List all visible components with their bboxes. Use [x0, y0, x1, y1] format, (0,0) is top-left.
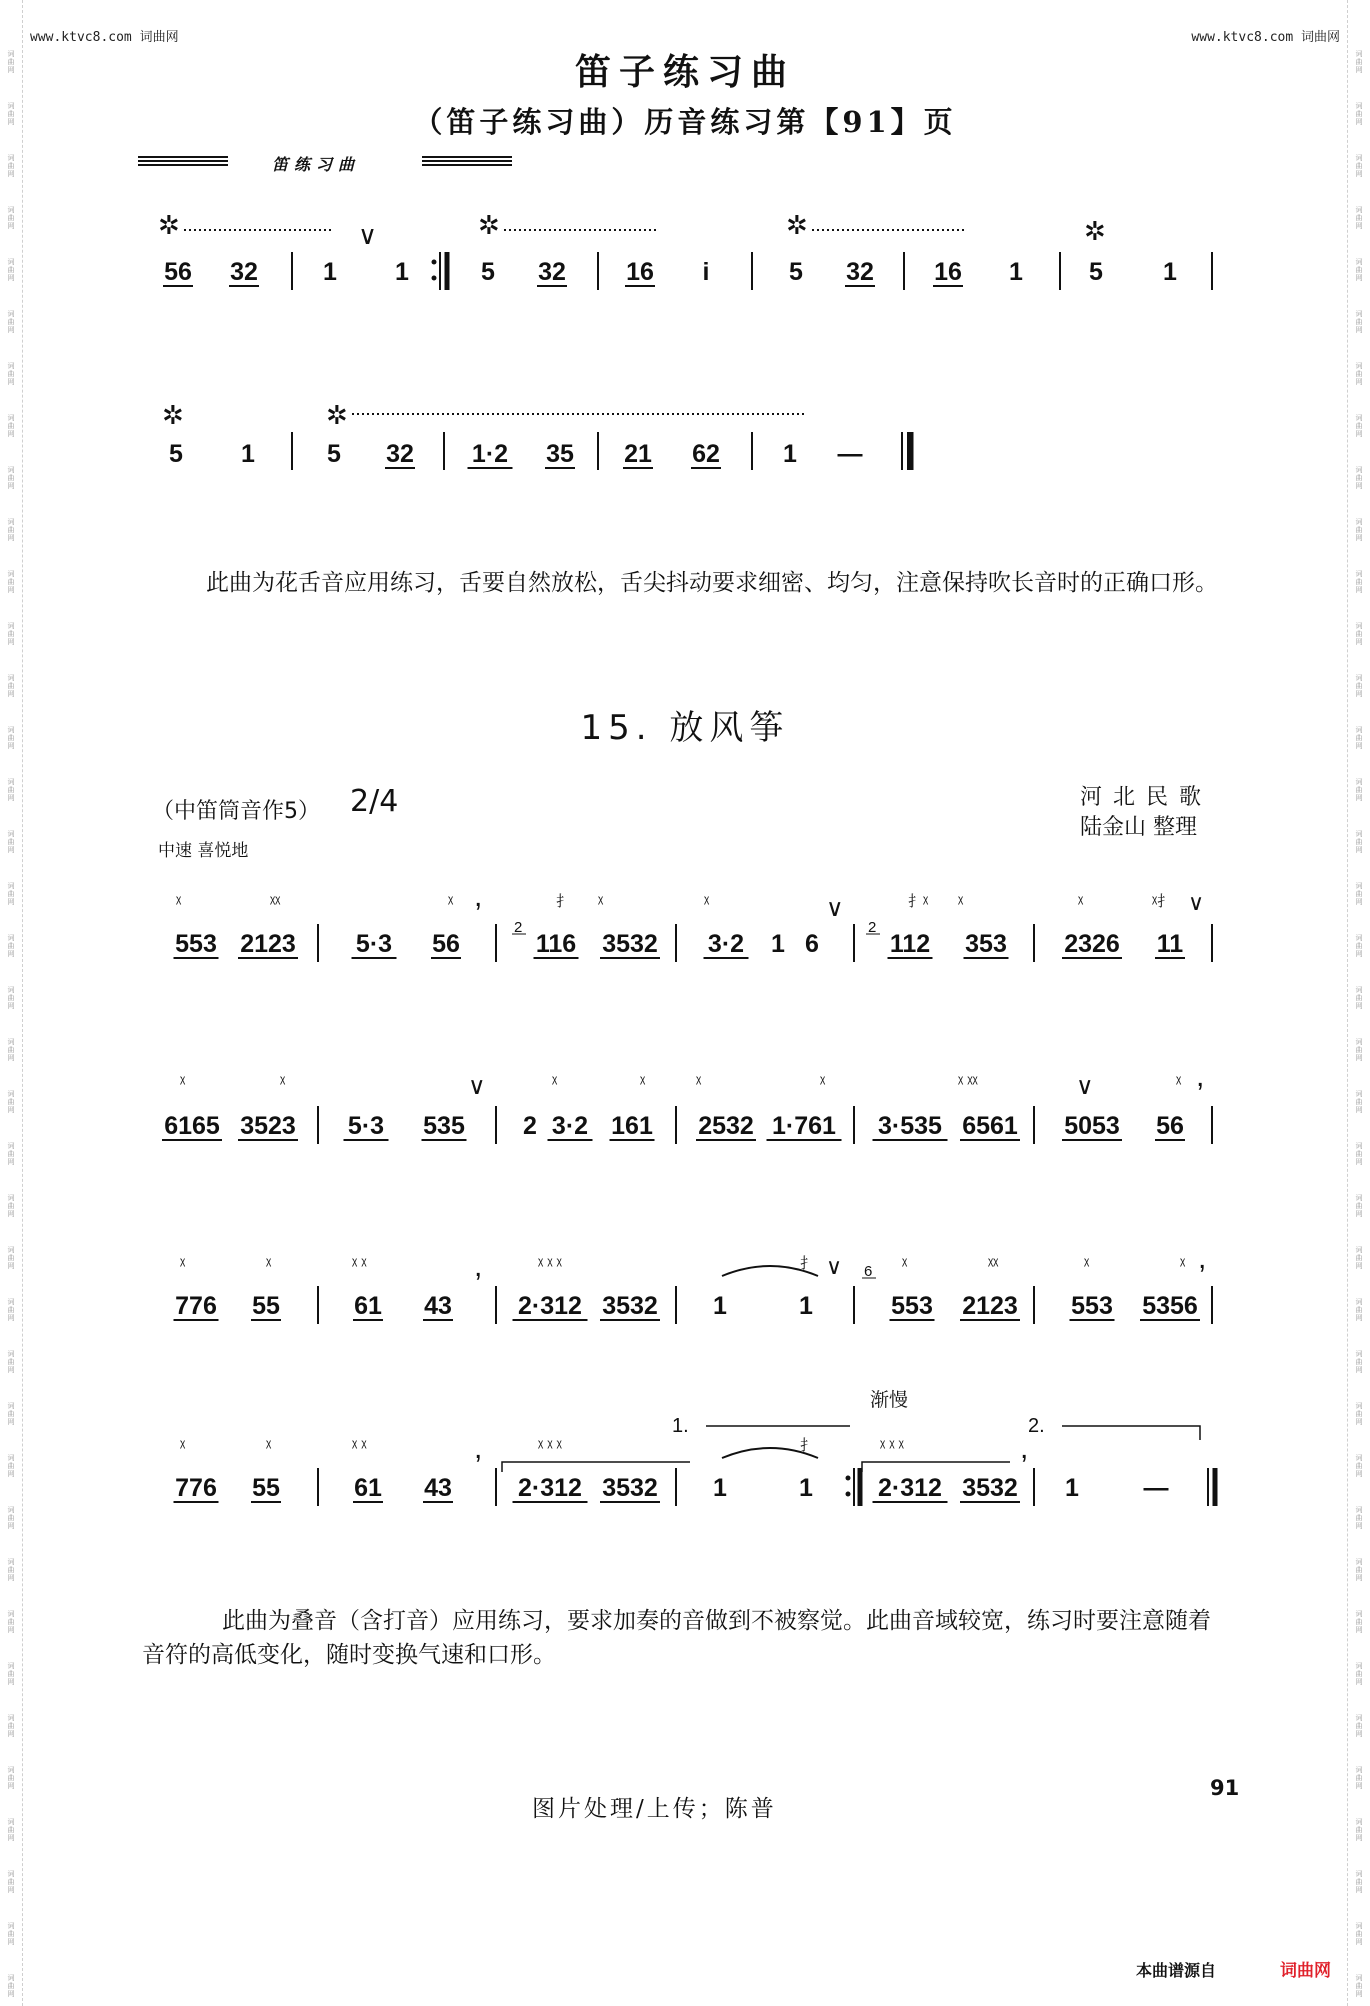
- side-watermark-mark: 词 曲 网: [7, 518, 15, 542]
- notation-note: 16: [626, 258, 654, 286]
- svg-text:∨: ∨: [826, 1254, 843, 1279]
- notation-note: 3·2: [551, 1112, 589, 1140]
- notation-note: 2·312: [518, 1474, 582, 1502]
- side-watermark-mark: 词 曲 网: [7, 1246, 15, 1270]
- side-watermark-mark: 词 曲 网: [7, 674, 15, 698]
- side-watermark-mark: 词 曲 网: [7, 778, 15, 802]
- notation-note: 61: [354, 1474, 382, 1502]
- notation-note: 112: [889, 930, 931, 958]
- banner-rule-left: [138, 155, 228, 169]
- notation-note: 535: [423, 1112, 465, 1140]
- svg-text:扌: 扌: [800, 1437, 816, 1454]
- side-watermark-mark: 词 曲 网: [1355, 154, 1363, 178]
- side-watermark-mark: 词 曲 网: [7, 934, 15, 958]
- side-watermark-mark: 词 曲 网: [7, 206, 15, 230]
- notation-note: 1: [799, 1474, 813, 1502]
- svg-text:,: ,: [1198, 1242, 1207, 1275]
- side-watermark-mark: 词 曲 网: [1355, 570, 1363, 594]
- song-row2: [162, 1112, 1185, 1140]
- svg-text:ᵡ: ᵡ: [1176, 1073, 1182, 1090]
- trill-markers-row2: [162, 400, 804, 430]
- svg-text:ᵡ ᵡ ᵡ: ᵡ ᵡ ᵡ: [538, 1437, 562, 1454]
- side-watermark-mark: 词 曲 网: [1355, 310, 1363, 334]
- notation-note: 1: [713, 1474, 727, 1502]
- notation-note: 32: [230, 258, 258, 286]
- side-watermark-mark: 词 曲 网: [1355, 50, 1363, 74]
- svg-text:ᵡ ᵡ: ᵡ ᵡ: [352, 1255, 367, 1272]
- notation-note: 1: [323, 258, 337, 286]
- svg-text:∨: ∨: [826, 895, 844, 922]
- svg-text:✲: ✲: [478, 210, 500, 240]
- notation-note: 1·2: [471, 440, 509, 468]
- side-watermark-mark: 词 曲 网: [7, 882, 15, 906]
- notation-note: 5: [1089, 258, 1103, 286]
- notation-note: —: [1143, 1474, 1169, 1502]
- side-watermark-mark: 词 曲 网: [7, 154, 15, 178]
- svg-text:ᵡ: ᵡ: [266, 1255, 272, 1272]
- notation-note: 1·761: [772, 1112, 836, 1140]
- notation-note: —: [837, 440, 863, 468]
- song-tempo: 中速 喜悦地: [158, 841, 249, 861]
- notation-note: 1: [771, 930, 785, 958]
- svg-text:ᵡ ᵡᵡ: ᵡ ᵡᵡ: [958, 1073, 978, 1090]
- svg-text:,: ,: [474, 1250, 483, 1283]
- svg-text:扌ᵡ: 扌ᵡ: [908, 893, 929, 910]
- notation-note: 55: [252, 1292, 280, 1320]
- side-watermark-mark: 词 曲 网: [7, 1506, 15, 1530]
- exercise1-row2-barlines: [292, 432, 911, 470]
- side-watermark-mark: 词 曲 网: [7, 50, 15, 74]
- side-watermark-mark: 词 曲 网: [1355, 206, 1363, 230]
- notation-note: 5·3: [347, 1112, 385, 1140]
- footer-source-label: 本曲谱源自: [1136, 1961, 1217, 1980]
- notation-note: 1: [241, 440, 255, 468]
- notation-note: 553: [1071, 1292, 1113, 1320]
- side-watermark-mark: 词 曲 网: [7, 362, 15, 386]
- svg-text:ᵡᵡ: ᵡᵡ: [270, 893, 281, 910]
- side-watermark-mark: 词 曲 网: [7, 1090, 15, 1114]
- side-watermark-mark: 词 曲 网: [1355, 1870, 1363, 1894]
- svg-text:2: 2: [868, 919, 877, 936]
- notation-note: 2123: [240, 930, 296, 958]
- svg-text:ᵡ: ᵡ: [598, 893, 604, 910]
- song-row4-barlines: [318, 1468, 1215, 1506]
- svg-text:ᵡ: ᵡ: [180, 1255, 186, 1272]
- side-watermark-mark: 词 曲 网: [1355, 1558, 1363, 1582]
- side-watermark-mark: 词 曲 网: [1355, 1714, 1363, 1738]
- notation-note: 6165: [164, 1112, 220, 1140]
- notation-note: 776: [175, 1292, 217, 1320]
- svg-text:ᵡ: ᵡ: [266, 1437, 272, 1454]
- svg-text:,: ,: [474, 1432, 483, 1465]
- page-number: 91: [1210, 1776, 1240, 1800]
- banner-rule-right: [422, 155, 512, 169]
- page-subtitle: （笛子练习曲）历音练习第【91】页: [413, 105, 957, 139]
- notation-note: 21: [624, 440, 652, 468]
- svg-text:ᵡ: ᵡ: [820, 1073, 826, 1090]
- notation-note: 3·535: [878, 1112, 942, 1140]
- side-watermark-mark: 词 曲 网: [1355, 1298, 1363, 1322]
- svg-text:ᵡ: ᵡ: [704, 893, 710, 910]
- side-watermark-mark: 词 曲 网: [1355, 102, 1363, 126]
- exercise1-row2: [169, 440, 862, 468]
- footer-credit: 图片处理/上传；陈普: [532, 1796, 777, 1822]
- side-watermark-mark: 词 曲 网: [1355, 1038, 1363, 1062]
- notation-note: 2326: [1064, 930, 1120, 958]
- song-row4-marks: [180, 1389, 1200, 1472]
- song-row3: [174, 1292, 1201, 1320]
- notation-note: 5: [169, 440, 183, 468]
- notation-note: 3523: [240, 1112, 296, 1140]
- svg-text:ᵡ: ᵡ: [1084, 1255, 1090, 1272]
- side-watermark-mark: 词 曲 网: [7, 414, 15, 438]
- side-watermark-mark: 词 曲 网: [7, 1350, 15, 1374]
- notation-note: 5·3: [355, 930, 393, 958]
- notation-note: 6: [805, 930, 819, 958]
- volta2-label: 2.: [1028, 1415, 1045, 1437]
- notation-note: 16: [934, 258, 962, 286]
- song-row1-marks: [176, 880, 1204, 936]
- notation-note: 2123: [962, 1292, 1018, 1320]
- side-watermark-mark: 词 曲 网: [1355, 1402, 1363, 1426]
- notation-note: 32: [538, 258, 566, 286]
- svg-text:∨: ∨: [468, 1073, 486, 1100]
- side-watermark-mark: 词 曲 网: [1355, 1818, 1363, 1842]
- svg-text:ᵡ: ᵡ: [1180, 1255, 1186, 1272]
- notation-note: 1: [1163, 258, 1177, 286]
- footer-source-site[interactable]: 词曲网: [1280, 1961, 1331, 1981]
- svg-text:扌: 扌: [800, 1255, 816, 1272]
- side-watermark-mark: 词 曲 网: [1355, 830, 1363, 854]
- svg-text:∨: ∨: [358, 220, 378, 250]
- song-arranger: 陆金山 整理: [1080, 815, 1197, 840]
- side-watermark-mark: 词 曲 网: [7, 726, 15, 750]
- side-watermark-mark: 词 曲 网: [1355, 934, 1363, 958]
- notation-note: 56: [1156, 1112, 1184, 1140]
- side-watermark-mark: 词 曲 网: [1355, 1194, 1363, 1218]
- side-watermark-mark: 词 曲 网: [7, 102, 15, 126]
- side-watermark-mark: 词 曲 网: [1355, 1662, 1363, 1686]
- svg-text:ᵡ: ᵡ: [696, 1073, 702, 1090]
- side-watermark-mark: 词 曲 网: [7, 986, 15, 1010]
- notation-note: 3532: [602, 1474, 658, 1502]
- song-key: （中笛筒音作5）: [152, 799, 320, 824]
- notation-note: 5356: [1142, 1292, 1198, 1320]
- side-watermark-mark: 词 曲 网: [1355, 1610, 1363, 1634]
- time-signature: 2/4: [350, 784, 399, 819]
- side-watermark-mark: 词 曲 网: [7, 1402, 15, 1426]
- notation-note: 1: [783, 440, 797, 468]
- side-watermark-mark: 词 曲 网: [7, 258, 15, 282]
- notation-note: 2·312: [878, 1474, 942, 1502]
- side-watermark-mark: 词 曲 网: [1355, 1922, 1363, 1946]
- header-site-left[interactable]: www.ktvc8.com 词曲网: [30, 30, 179, 45]
- side-watermark-mark: 词 曲 网: [7, 1870, 15, 1894]
- side-watermark-mark: 词 曲 网: [1355, 362, 1363, 386]
- song-row2-marks: [180, 1060, 1204, 1100]
- notation-note: 35: [546, 440, 574, 468]
- header-site-right[interactable]: www.ktvc8.com 词曲网: [1191, 30, 1340, 45]
- notation-note: 62: [692, 440, 720, 468]
- side-watermark-mark: 词 曲 网: [7, 1818, 15, 1842]
- svg-text:,: ,: [474, 880, 483, 913]
- song-row4: [174, 1474, 1169, 1502]
- svg-text:✲: ✲: [786, 210, 808, 240]
- notation-note: 61: [354, 1292, 382, 1320]
- notation-note: 116: [535, 930, 577, 958]
- side-watermark-mark: 词 曲 网: [1355, 1506, 1363, 1530]
- svg-text:✲: ✲: [1084, 216, 1106, 246]
- notation-note: 32: [846, 258, 874, 286]
- svg-text:扌: 扌: [556, 893, 572, 910]
- banner-label: 笛练习曲: [272, 155, 361, 174]
- svg-text:ᵡ: ᵡ: [552, 1073, 558, 1090]
- page-title: 笛子练习曲: [574, 51, 795, 93]
- notation-note: 1: [799, 1292, 813, 1320]
- song-description: 此曲为叠音（含打音）应用练习，要求加奏的音做到不被察觉。此曲音域较宽，练习时要注意随着音符的高低变化，随时变换气速和口形。: [142, 1608, 1211, 1668]
- side-watermark-mark: 词 曲 网: [7, 1662, 15, 1686]
- svg-text:✲: ✲: [158, 210, 180, 240]
- side-watermark-mark: 词 曲 网: [7, 1194, 15, 1218]
- side-watermark-mark: 词 曲 网: [7, 1454, 15, 1478]
- svg-text:ᵡ ᵡ ᵡ: ᵡ ᵡ ᵡ: [538, 1255, 562, 1272]
- notation-note: 3532: [602, 1292, 658, 1320]
- svg-text:ᵡ ᵡ: ᵡ ᵡ: [352, 1437, 367, 1454]
- side-watermark-mark: 词 曲 网: [7, 310, 15, 334]
- exercise1-description: 此曲为花舌音应用练习，舌要自然放松，舌尖抖动要求细密、均匀，注意保持吹长音时的正确口形。: [206, 570, 1218, 596]
- side-watermark-mark: 词 曲 网: [1355, 258, 1363, 282]
- svg-text:✲: ✲: [326, 400, 348, 430]
- notation-note: 353: [965, 930, 1007, 958]
- svg-text:ᵡ: ᵡ: [640, 1073, 646, 1090]
- svg-text:,: ,: [1020, 1432, 1029, 1465]
- side-watermark-mark: 词 曲 网: [1355, 882, 1363, 906]
- notation-note: 161: [611, 1112, 653, 1140]
- side-watermark-mark: 词 曲 网: [7, 1038, 15, 1062]
- side-watermark-mark: 词 曲 网: [1355, 674, 1363, 698]
- side-watermark-mark: 词 曲 网: [7, 1922, 15, 1946]
- volta1-label: 1.: [672, 1415, 689, 1437]
- notation-note: 5053: [1064, 1112, 1120, 1140]
- svg-text:✲: ✲: [162, 400, 184, 430]
- side-watermark-mark: 词 曲 网: [7, 622, 15, 646]
- svg-text:ᵡ: ᵡ: [180, 1073, 186, 1090]
- notation-note: 2·312: [518, 1292, 582, 1320]
- svg-text:ᵡ扌: ᵡ扌: [1152, 893, 1173, 910]
- side-watermark-mark: 词 曲 网: [1355, 726, 1363, 750]
- svg-text:ᵡ ᵡ ᵡ: ᵡ ᵡ ᵡ: [880, 1437, 904, 1454]
- trill-markers-row1: [158, 210, 1106, 250]
- side-watermark-mark: 词 曲 网: [7, 570, 15, 594]
- notation-note: 5: [327, 440, 341, 468]
- svg-text:,: ,: [1196, 1060, 1205, 1093]
- notation-note: 55: [252, 1474, 280, 1502]
- side-watermark-mark: 词 曲 网: [1355, 1090, 1363, 1114]
- exercise1-row1-barlines: [292, 252, 1212, 290]
- song-origin: 河 北 民 歌: [1080, 785, 1203, 810]
- notation-note: 6561: [962, 1112, 1018, 1140]
- side-watermark-mark: 词 曲 网: [1355, 466, 1363, 490]
- side-watermark-mark: 词 曲 网: [7, 1714, 15, 1738]
- side-watermark-mark: 词 曲 网: [1355, 1766, 1363, 1790]
- notation-note: 553: [175, 930, 217, 958]
- side-watermark-mark: 词 曲 网: [1355, 1454, 1363, 1478]
- notation-note: 56: [432, 930, 460, 958]
- svg-text:ᵡ: ᵡ: [448, 893, 454, 910]
- side-watermark-mark: 词 曲 网: [7, 1766, 15, 1790]
- notation-note: 2532: [698, 1112, 754, 1140]
- notation-note: 3532: [602, 930, 658, 958]
- side-watermark-mark: 词 曲 网: [7, 1974, 15, 1998]
- svg-text:ᵡ: ᵡ: [1078, 893, 1084, 910]
- song-title: 15. 放风筝: [580, 708, 790, 748]
- svg-text:ᵡᵡ: ᵡᵡ: [988, 1255, 999, 1272]
- notation-note: 2: [523, 1112, 537, 1140]
- notation-note: 5: [789, 258, 803, 286]
- side-watermark-mark: 词 曲 网: [7, 1298, 15, 1322]
- svg-text:ᵡ: ᵡ: [176, 893, 182, 910]
- side-watermark-mark: 词 曲 网: [1355, 1142, 1363, 1166]
- notation-note: 3·2: [707, 930, 745, 958]
- rit-label: 渐慢: [870, 1390, 909, 1411]
- notation-note: 1: [1009, 258, 1023, 286]
- notation-note: 11: [1156, 930, 1184, 958]
- song-notation: [0, 880, 1370, 1520]
- side-watermark-mark: 词 曲 网: [1355, 622, 1363, 646]
- notation-note: 56: [164, 258, 192, 286]
- side-watermark-mark: 词 曲 网: [7, 1142, 15, 1166]
- side-watermark-mark: 词 曲 网: [1355, 1350, 1363, 1374]
- side-watermark-mark: 词 曲 网: [1355, 986, 1363, 1010]
- svg-text:ᵡ: ᵡ: [958, 893, 964, 910]
- notation-note: 776: [175, 1474, 217, 1502]
- exercise1-notation: [0, 210, 1370, 490]
- song-row3-marks: [180, 1242, 1206, 1283]
- svg-text:∨: ∨: [1188, 890, 1205, 915]
- svg-text:6: 6: [864, 1263, 873, 1280]
- side-watermark-mark: 词 曲 网: [7, 1610, 15, 1634]
- svg-text:2: 2: [514, 919, 523, 936]
- notation-note: 1: [395, 258, 409, 286]
- side-watermark-mark: 词 曲 网: [1355, 414, 1363, 438]
- notation-note: 43: [424, 1292, 452, 1320]
- notation-note: 5: [481, 258, 495, 286]
- notation-note: 32: [386, 440, 414, 468]
- side-watermark-mark: 词 曲 网: [1355, 778, 1363, 802]
- notation-note: 553: [891, 1292, 933, 1320]
- side-watermark-mark: 词 曲 网: [1355, 1246, 1363, 1270]
- notation-note: i: [702, 258, 710, 286]
- side-watermark-mark: 词 曲 网: [7, 466, 15, 490]
- svg-text:ᵡ: ᵡ: [180, 1437, 186, 1454]
- svg-text:∨: ∨: [1076, 1073, 1094, 1100]
- side-watermark-mark: 词 曲 网: [7, 1558, 15, 1582]
- notation-note: 43: [424, 1474, 452, 1502]
- notation-note: 3532: [962, 1474, 1018, 1502]
- side-watermark-mark: 词 曲 网: [7, 830, 15, 854]
- svg-text:ᵡ: ᵡ: [280, 1073, 286, 1090]
- side-watermark-mark: 词 曲 网: [1355, 518, 1363, 542]
- svg-text:ᵡ: ᵡ: [902, 1255, 908, 1272]
- side-watermark-mark: 词 曲 网: [1355, 1974, 1363, 1998]
- exercise1-row1: [163, 258, 1177, 286]
- notation-note: 1: [713, 1292, 727, 1320]
- notation-note: 1: [1065, 1474, 1079, 1502]
